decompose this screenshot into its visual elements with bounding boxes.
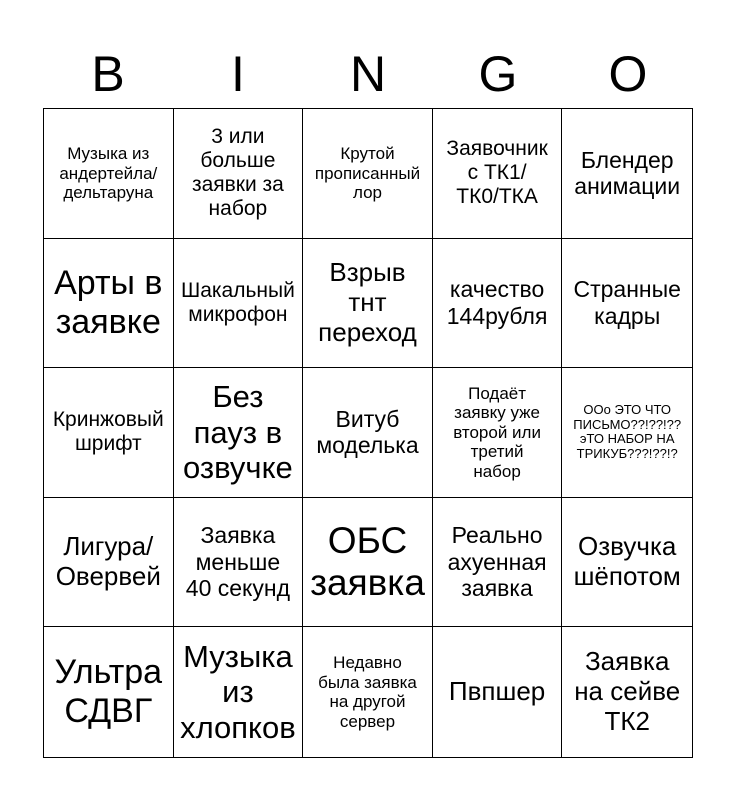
cell-label: Лигура/ Овервей: [55, 531, 161, 592]
header-letter-g: G: [478, 46, 518, 102]
cell-label: Арты в заявке: [54, 263, 163, 341]
cell-label: 3 или больше заявки за набор: [191, 125, 284, 221]
cell-label: Заявка на сейве ТК2: [574, 646, 681, 737]
bingo-cell-r5c5[interactable]: [562, 627, 692, 757]
cell-label: качество 144рубля: [446, 276, 548, 329]
bingo-cell-r3c1[interactable]: [44, 368, 174, 498]
bingo-cell-r2c1[interactable]: [44, 239, 174, 369]
cell-label: Странные кадры: [573, 276, 681, 329]
bingo-cell-r2c4[interactable]: [433, 239, 563, 369]
bingo-cell-r1c2[interactable]: [174, 109, 304, 239]
cell-label: Блендер анимации: [574, 146, 681, 200]
header-letter-o: O: [608, 46, 648, 102]
bingo-cell-r5c4[interactable]: [433, 627, 563, 757]
bingo-cell-r3c2[interactable]: [174, 368, 304, 498]
cell-label: Реально ахуенная заявка: [447, 522, 547, 602]
header-letter-b: B: [91, 46, 125, 102]
bingo-cell-r1c5[interactable]: [562, 109, 692, 239]
bingo-cell-r4c1[interactable]: [44, 498, 174, 628]
bingo-cell-r3c4[interactable]: [433, 368, 563, 498]
cell-label: Витуб моделька: [316, 406, 419, 459]
bingo-cell-r1c1[interactable]: [44, 109, 174, 239]
bingo-cell-r5c2[interactable]: [174, 627, 304, 757]
cell-label: Ультра СДВГ: [54, 653, 163, 731]
cell-label: Шакальный микрофон: [180, 278, 295, 326]
bingo-board: [43, 108, 693, 758]
cell-label: Подаёт заявку уже второй или третий набор: [453, 383, 541, 481]
cell-label: Музыка из андертейла/ дельтаруна: [59, 143, 158, 203]
bingo-cell-r2c3[interactable]: [303, 239, 433, 369]
cell-label: ООо ЭТО ЧТО ПИСЬМО??!??!?? эТО НАБОР НА ТРИКУБ???!??!?: [573, 401, 682, 462]
cell-label: Заявка меньше 40 секунд: [185, 522, 290, 602]
bingo-cell-r5c1[interactable]: [44, 627, 174, 757]
bingo-cell-r4c5[interactable]: [562, 498, 692, 628]
bingo-cell-r5c3[interactable]: [303, 627, 433, 757]
bingo-header: [43, 40, 693, 108]
cell-label: ОБС заявка: [310, 519, 425, 604]
header-letter-i: I: [231, 46, 245, 102]
bingo-cell-r3c3[interactable]: [303, 368, 433, 498]
cell-label: Без пауз в озвучке: [183, 379, 293, 486]
header-letter-n: N: [349, 46, 387, 102]
bingo-cell-r4c2[interactable]: [174, 498, 304, 628]
bingo-cell-r1c4[interactable]: [433, 109, 563, 239]
bingo-cell-r2c2[interactable]: [174, 239, 304, 369]
cell-label: Крутой прописанный лор: [314, 143, 421, 203]
cell-label: Озвучка шёпотом: [573, 531, 681, 592]
bingo-cell-r4c3[interactable]: [303, 498, 433, 628]
bingo-cell-r3c5[interactable]: [562, 368, 692, 498]
cell-label: Взрыв тнт переход: [318, 257, 417, 347]
bingo-cell-r2c5[interactable]: [562, 239, 692, 369]
bingo-cell-r4c4[interactable]: [433, 498, 563, 628]
cell-label: Недавно была заявка на другой сервер: [318, 653, 417, 731]
cell-label: Музыка из хлопков: [180, 638, 296, 746]
cell-label: Заявочник с ТК1/ ТК0/ТКА: [446, 137, 548, 209]
bingo-cell-r1c3[interactable]: [303, 109, 433, 239]
cell-label: Пвпшер: [448, 676, 546, 707]
cell-label: Кринжовый шрифт: [52, 408, 164, 456]
